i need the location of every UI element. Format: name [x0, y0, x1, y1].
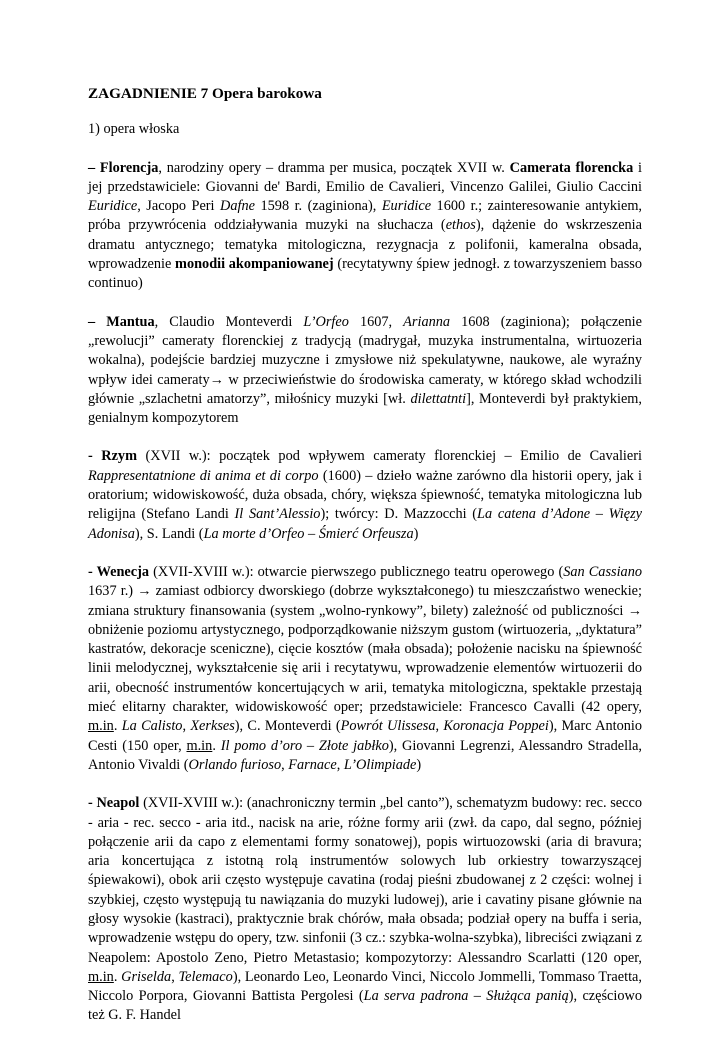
text-run: . — [113, 718, 122, 735]
text-run: 1598 r. (zaginiona), — [255, 198, 382, 215]
text-run: ) — [416, 756, 422, 773]
text-run: . — [212, 737, 221, 754]
italic-run: Euridice — [88, 198, 138, 215]
underlined-run: m.in — [186, 737, 213, 754]
section-heading: 1) opera włoska — [88, 121, 180, 138]
italic-run: Farnace — [288, 756, 337, 773]
text-run: 1637 r.) → zamiast odbiorcy dworskiego (dobrze wykształconego) tu mieszczaństwo weneckie; zmiana struktury finansowania (system „wolno-rynkowy”, bilety) zależność od publiczności → obniżenie poziomu artystycznego, podporządkowanie niższym gustom (wirtuozeria, „dyktatura” kastratów, dekoracje sceniczne), cięcie kosztów (mała obsada); położenie nacisku na śpiewność linii melodycznej, wykształcenie się arii i recytatywu, wprowadzenie elementów wirtuozerii do arii, obecność instrumentów koncertujących w arii, tematyka mitologiczna, spektakle przestają mieć elitarny charakter, widowiskowość oper; przedstawiciele: Francesco Cavalli (42 opery, — [88, 583, 642, 716]
document-title: ZAGADNIENIE 7 Opera barokowa — [88, 85, 322, 102]
italic-run: Il pomo d’oro – Złote jabłko — [220, 737, 389, 754]
italic-run: La morte d’Orfeo – Śmierć Orfeusza — [203, 525, 414, 542]
text-run: (recytatywny śpiew jednogł. z towarzyszeniem basso continuo) — [88, 256, 642, 292]
italic-run: ethos — [445, 217, 476, 234]
paragraph-mantua — [88, 313, 642, 429]
bold-run: – Mantua — [88, 313, 155, 330]
underlined-run: m.in — [88, 718, 114, 735]
bold-run: – Florencja — [88, 159, 159, 176]
paragraph-rzym — [88, 447, 642, 543]
italic-run: Telemaco — [178, 968, 233, 985]
bold-run: monodii akompaniowanej — [175, 256, 334, 273]
document-page — [88, 84, 642, 1045]
text-run: , narodziny opery – dramma per musica, początek XVII w. — [158, 159, 510, 176]
paragraph-neapol — [88, 794, 642, 1026]
text-run: 1600 r.; zainteresowanie antykiem, próba przywrócenia oddziaływania muzyki na słuchacza ( — [88, 198, 643, 234]
text-run: ), C. Monteverdi ( — [234, 718, 341, 735]
text-run: (1600) – dzieło ważne zarówno dla historii opery, jak i oratorium; widowiskowość, duża obsada, chóry, większa śpiewność, tematyka mitologiczna lub religijna (Stefano Landi — [88, 467, 642, 523]
paragraph-wenecja — [88, 563, 642, 775]
text-run: (XVII-XVIII w.): otwarcie pierwszego publicznego teatru operowego ( — [149, 563, 564, 580]
italic-run: L’Orfeo — [303, 313, 349, 330]
text-run: , Claudio Monteverdi — [154, 313, 304, 330]
text-run: ), Leonardo Leo, Leonardo Vinci, Niccolo Jommelli, Tommaso Traetta, Niccolo Porpora, Giovanni Battista Pergolesi ( — [88, 968, 642, 1005]
text-run: ), Giovanni Legrenzi, Alessandro Stradella, Antonio Vivaldi ( — [88, 737, 642, 773]
text-run: . — [113, 968, 122, 985]
text-run: i jej przedstawiciele: Giovanni de' Bardi, Emilio de Cavalieri, Vincenzo Galilei, Giulio Caccini — [88, 159, 643, 195]
text-run: , Jacopo Peri — [137, 198, 221, 215]
italic-run: La Calisto — [121, 718, 183, 735]
text-run: , — [281, 756, 289, 773]
italic-run: Orlando furioso — [188, 756, 282, 773]
italic-run: Powrót Ulissesa — [340, 718, 436, 735]
text-run: ), Marc Antonio Cesti (150 oper, — [88, 718, 642, 754]
text-run: , — [336, 756, 344, 773]
text-run: , — [435, 718, 444, 735]
italic-run: La catena d’Adone – Więzy Adonisa — [88, 506, 642, 542]
italic-run: Il Sant’Alessio — [234, 506, 321, 523]
underlined-run: m.in — [88, 968, 114, 985]
bold-run: - Rzym — [88, 448, 137, 465]
italic-run: Koronacja Poppei — [443, 718, 549, 735]
bold-run: - Wenecja — [88, 563, 150, 580]
text-run: , — [182, 718, 191, 735]
text-run: (XVII w.): początek pod wpływem cameraty florenckiej – Emilio de Cavalieri — [137, 448, 642, 465]
bold-run: Camerata florencka — [509, 159, 634, 176]
text-run: 1608 (zaginiona); połączenie „rewolucji” cameraty florenckiej z tradycją (madrygał, muzyka instrumentalna, wirtuozeria wokalna), podejście bardziej muzyczne i zmysłowe niż spekulatywne, naukowe, ale wyraźny wpływ idei cameraty→ w przeciwieństwie do środowiska cameraty, w którego skład wchodzili głównie „szlachetni amatorzy”, miłośnicy muzyki [wł. — [88, 313, 642, 407]
bold-run: - Neapol — [88, 795, 140, 812]
italic-run: Griselda — [121, 968, 172, 985]
text-run: ) — [413, 525, 419, 542]
text-run: ), dążenie do wskrzeszenia dramatu antycznego; tematyka mitologiczna, rezygnacja z polifonii, kameralna obsada, wprowadzenie — [88, 217, 643, 273]
italic-run: Dafne — [220, 198, 255, 215]
italic-run: Rappresentatnione di anima et di corpo — [88, 467, 319, 484]
text-run: 1607, — [348, 313, 404, 330]
text-run: ), S. Landi ( — [134, 525, 204, 542]
text-run: , — [171, 968, 179, 985]
paragraph-florencja — [88, 159, 642, 294]
text-run: ), częściowo też G. F. Handel — [88, 988, 642, 1024]
italic-run: Xerkses — [190, 718, 235, 735]
italic-run: Arianna — [403, 313, 451, 330]
text-run: (XVII-XVIII w.): (anachroniczny termin „bel canto”), schematyzm budowy: rec. secco - aria - rec. secco - aria itd., nacisk na arie, różne formy arii (zwł. da capo, dal segno, później połączenie arii da capo z elementami formy sonatowej), popis wirtuozowski (aria di bravura; aria koncertująca z istotną rolą instrumentów solowych lub orkiestry towarzyszącej śpiewakowi), obok arii często występuje cavatina (rodaj pieśni zbudowanej z 2 części: wolnej i szybkiej, często występują tu nawiązania do muzyki ludowej), arie i cavatiny pisane głównie na głosy wysokie (kastraci), praktycznie brak chórów, mała obsada; podział opery na buffa i seria, wprowadzenie wstępu do opery, tzw. sinfonii (3 cz.: szybka-wolna-szybka), libreciści związani z Neapolem: Apostolo Zeno, Pietro Metastasio; kompozytorzy: Alessandro Scarlatti (120 oper, — [88, 795, 642, 966]
italic-run: L’Olimpiade — [343, 756, 417, 773]
text-run: ); twórcy: D. Mazzocchi ( — [320, 506, 478, 523]
text-run: ], Monteverdi był praktykiem, genialnym kompozytorem — [88, 390, 642, 427]
italic-run: Euridice — [381, 198, 432, 215]
italic-run: San Cassiano — [563, 563, 642, 580]
italic-run: La serva padrona – Służąca panią — [363, 988, 569, 1005]
italic-run: dilettatnti — [410, 390, 467, 407]
